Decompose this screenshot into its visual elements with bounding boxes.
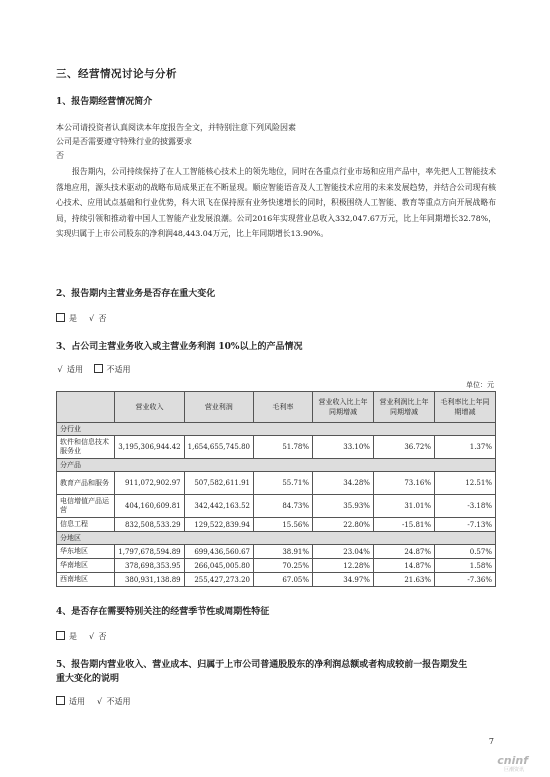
- column-header: [57, 392, 115, 423]
- table-header-row: [57, 392, 496, 423]
- table-group-row: [57, 423, 496, 436]
- industry-disclosure-question: 公司是否需要遵守特殊行业的披露要求: [56, 137, 192, 146]
- row-label: 电信增值产品运营: [57, 495, 115, 518]
- table-cell: 12.51%: [435, 472, 496, 495]
- table-cell: 84.73%: [253, 495, 312, 518]
- cninfo-logo: cninf: [497, 754, 528, 767]
- overview-paragraph: 报告期内，公司持续保持了在人工智能核心技术上的领先地位，同时在各重点行业市场和应用产品中，率先把人工智能技术落地应用，源头技术驱动的战略布局成果正在不断显现。顺应智能语音及人工智能技术应用的未来发展趋势，并结合公司现有核心技术、应用试点基础和行业优势，科大讯飞在保持原有业务快速增长的同时，积极围绕人工智能、教育等重点方向开展战略布局，持续引领和推动着中国人工智能产业发展浪潮。公司2016年实现营业总收入332,047.67万元，比上年同期增长32.78%，实现归属于上市公司股东的净利润48,443.04万元，比上年同期增长13.90%。: [56, 167, 496, 239]
- yes-checkbox: [56, 631, 65, 640]
- table-cell: 1.37%: [435, 436, 496, 459]
- product-revenue-table: [56, 391, 496, 587]
- group-label: 分行业: [57, 423, 496, 436]
- major-changes-options: [56, 696, 131, 707]
- column-header: 营业收入比上年同期增减: [313, 392, 374, 423]
- table-cell: 378,698,353.95: [115, 559, 184, 573]
- table-cell: 1,654,655,745.80: [184, 436, 253, 459]
- heading-operating-overview: 1、报告期经营情况简介: [56, 97, 153, 107]
- unit-label: 单位：元: [466, 381, 494, 389]
- no-label: 否: [98, 632, 107, 641]
- yes-checkbox: [56, 313, 65, 322]
- table-cell: 73.16%: [373, 472, 434, 495]
- table-cell: 67.05%: [253, 573, 312, 587]
- table-cell: 22.80%: [313, 518, 374, 532]
- applicable-label: 适用: [67, 365, 83, 374]
- table-row: [57, 573, 496, 587]
- table-cell: 34.28%: [313, 472, 374, 495]
- table-cell: 3,195,306,944.42: [115, 436, 184, 459]
- no-label: 否: [98, 314, 107, 323]
- table-cell: 14.87%: [373, 559, 434, 573]
- table-cell: 342,442,163.52: [184, 495, 253, 518]
- table-cell: 255,427,273.20: [184, 573, 253, 587]
- table-cell: 380,931,138.89: [115, 573, 184, 587]
- row-label: 华东地区: [57, 545, 115, 559]
- table-cell: -15.81%: [373, 518, 434, 532]
- row-label: 华南地区: [57, 559, 115, 573]
- check-mark-icon: √: [88, 632, 95, 641]
- business-change-options: [56, 313, 107, 324]
- applicable-checkbox: [56, 696, 65, 705]
- table-cell: 21.63%: [373, 573, 434, 587]
- table-cell: 31.01%: [373, 495, 434, 518]
- row-label: 软件和信息技术服务业: [57, 436, 115, 459]
- check-mark-icon: √: [88, 314, 95, 323]
- cninfo-logo-subtext: 巨潮资讯: [503, 767, 524, 773]
- table-cell: 1,797,678,594.89: [115, 545, 184, 559]
- column-header: 营业利润比上年同期增减: [373, 392, 434, 423]
- yes-label: 是: [69, 314, 77, 323]
- table-row: [57, 495, 496, 518]
- table-cell: 33.10%: [313, 436, 374, 459]
- table-cell: 0.57%: [435, 545, 496, 559]
- heading-major-changes-line2: 重大变化的说明: [56, 674, 120, 684]
- not-applicable-label: 不适用: [106, 365, 131, 374]
- column-header: 毛利率: [253, 392, 312, 423]
- group-label: 分产品: [57, 459, 496, 472]
- table-cell: 404,160,609.81: [115, 495, 184, 518]
- row-label: 信息工程: [57, 518, 115, 532]
- table-cell: 129,522,839.94: [184, 518, 253, 532]
- table-row: [57, 559, 496, 573]
- row-label: 教育产品和服务: [57, 472, 115, 495]
- table-cell: 23.04%: [313, 545, 374, 559]
- table-group-row: [57, 532, 496, 545]
- industry-disclosure-answer: 否: [56, 151, 64, 160]
- table-cell: 699,436,560.67: [184, 545, 253, 559]
- yes-label: 是: [69, 632, 77, 641]
- risk-notice-line: 本公司请投资者认真阅读本年度报告全文，并特别注意下列风险因素: [56, 123, 296, 132]
- column-header: 毛利率比上年同期增减: [435, 392, 496, 423]
- heading-major-changes-line1: 5、报告期内营业收入、营业成本、归属于上市公司普通股股东的净利润总额或者构成较前一报告期发生: [56, 660, 468, 670]
- table-cell: 15.56%: [253, 518, 312, 532]
- seasonality-options: [56, 631, 107, 642]
- table-cell: 507,582,611.91: [184, 472, 253, 495]
- applicable-label: 适用: [69, 697, 85, 706]
- table-cell: 1.58%: [435, 559, 496, 573]
- not-applicable-checkbox: [94, 364, 103, 373]
- table-row: [57, 472, 496, 495]
- table-cell: 70.25%: [253, 559, 312, 573]
- column-header: 营业收入: [115, 392, 184, 423]
- table-cell: 266,045,005.80: [184, 559, 253, 573]
- heading-product-table: 3、占公司主营业务收入或主营业务利润 10%以上的产品情况: [56, 342, 303, 352]
- row-label: 西南地区: [57, 573, 115, 587]
- product-table-options: [56, 364, 131, 375]
- table-cell: -3.18%: [435, 495, 496, 518]
- not-applicable-label: 不适用: [106, 697, 131, 706]
- table-row: [57, 518, 496, 532]
- section-title: 三、经营情况讨论与分析: [56, 68, 177, 80]
- table-cell: 12.28%: [313, 559, 374, 573]
- page-number: 7: [488, 737, 494, 746]
- table-cell: 35.93%: [313, 495, 374, 518]
- table-cell: 832,508,533.29: [115, 518, 184, 532]
- table-cell: 36.72%: [373, 436, 434, 459]
- table-cell: 24.87%: [373, 545, 434, 559]
- check-mark-icon: √: [57, 365, 63, 374]
- table-cell: -7.13%: [435, 518, 496, 532]
- table-cell: -7.36%: [435, 573, 496, 587]
- table-cell: 34.97%: [313, 573, 374, 587]
- column-header: 营业利润: [184, 392, 253, 423]
- heading-business-change: 2、报告期内主营业务是否存在重大变化: [56, 289, 216, 299]
- check-mark-icon: √: [96, 697, 103, 706]
- table-cell: 38.91%: [253, 545, 312, 559]
- table-cell: 911,072,902.97: [115, 472, 184, 495]
- group-label: 分地区: [57, 532, 496, 545]
- table-cell: 55.71%: [253, 472, 312, 495]
- heading-seasonality: 4、是否存在需要特别关注的经营季节性或周期性特征: [56, 607, 270, 617]
- table-group-row: [57, 459, 496, 472]
- table-cell: 51.78%: [253, 436, 312, 459]
- table-row: [57, 545, 496, 559]
- table-row: [57, 436, 496, 459]
